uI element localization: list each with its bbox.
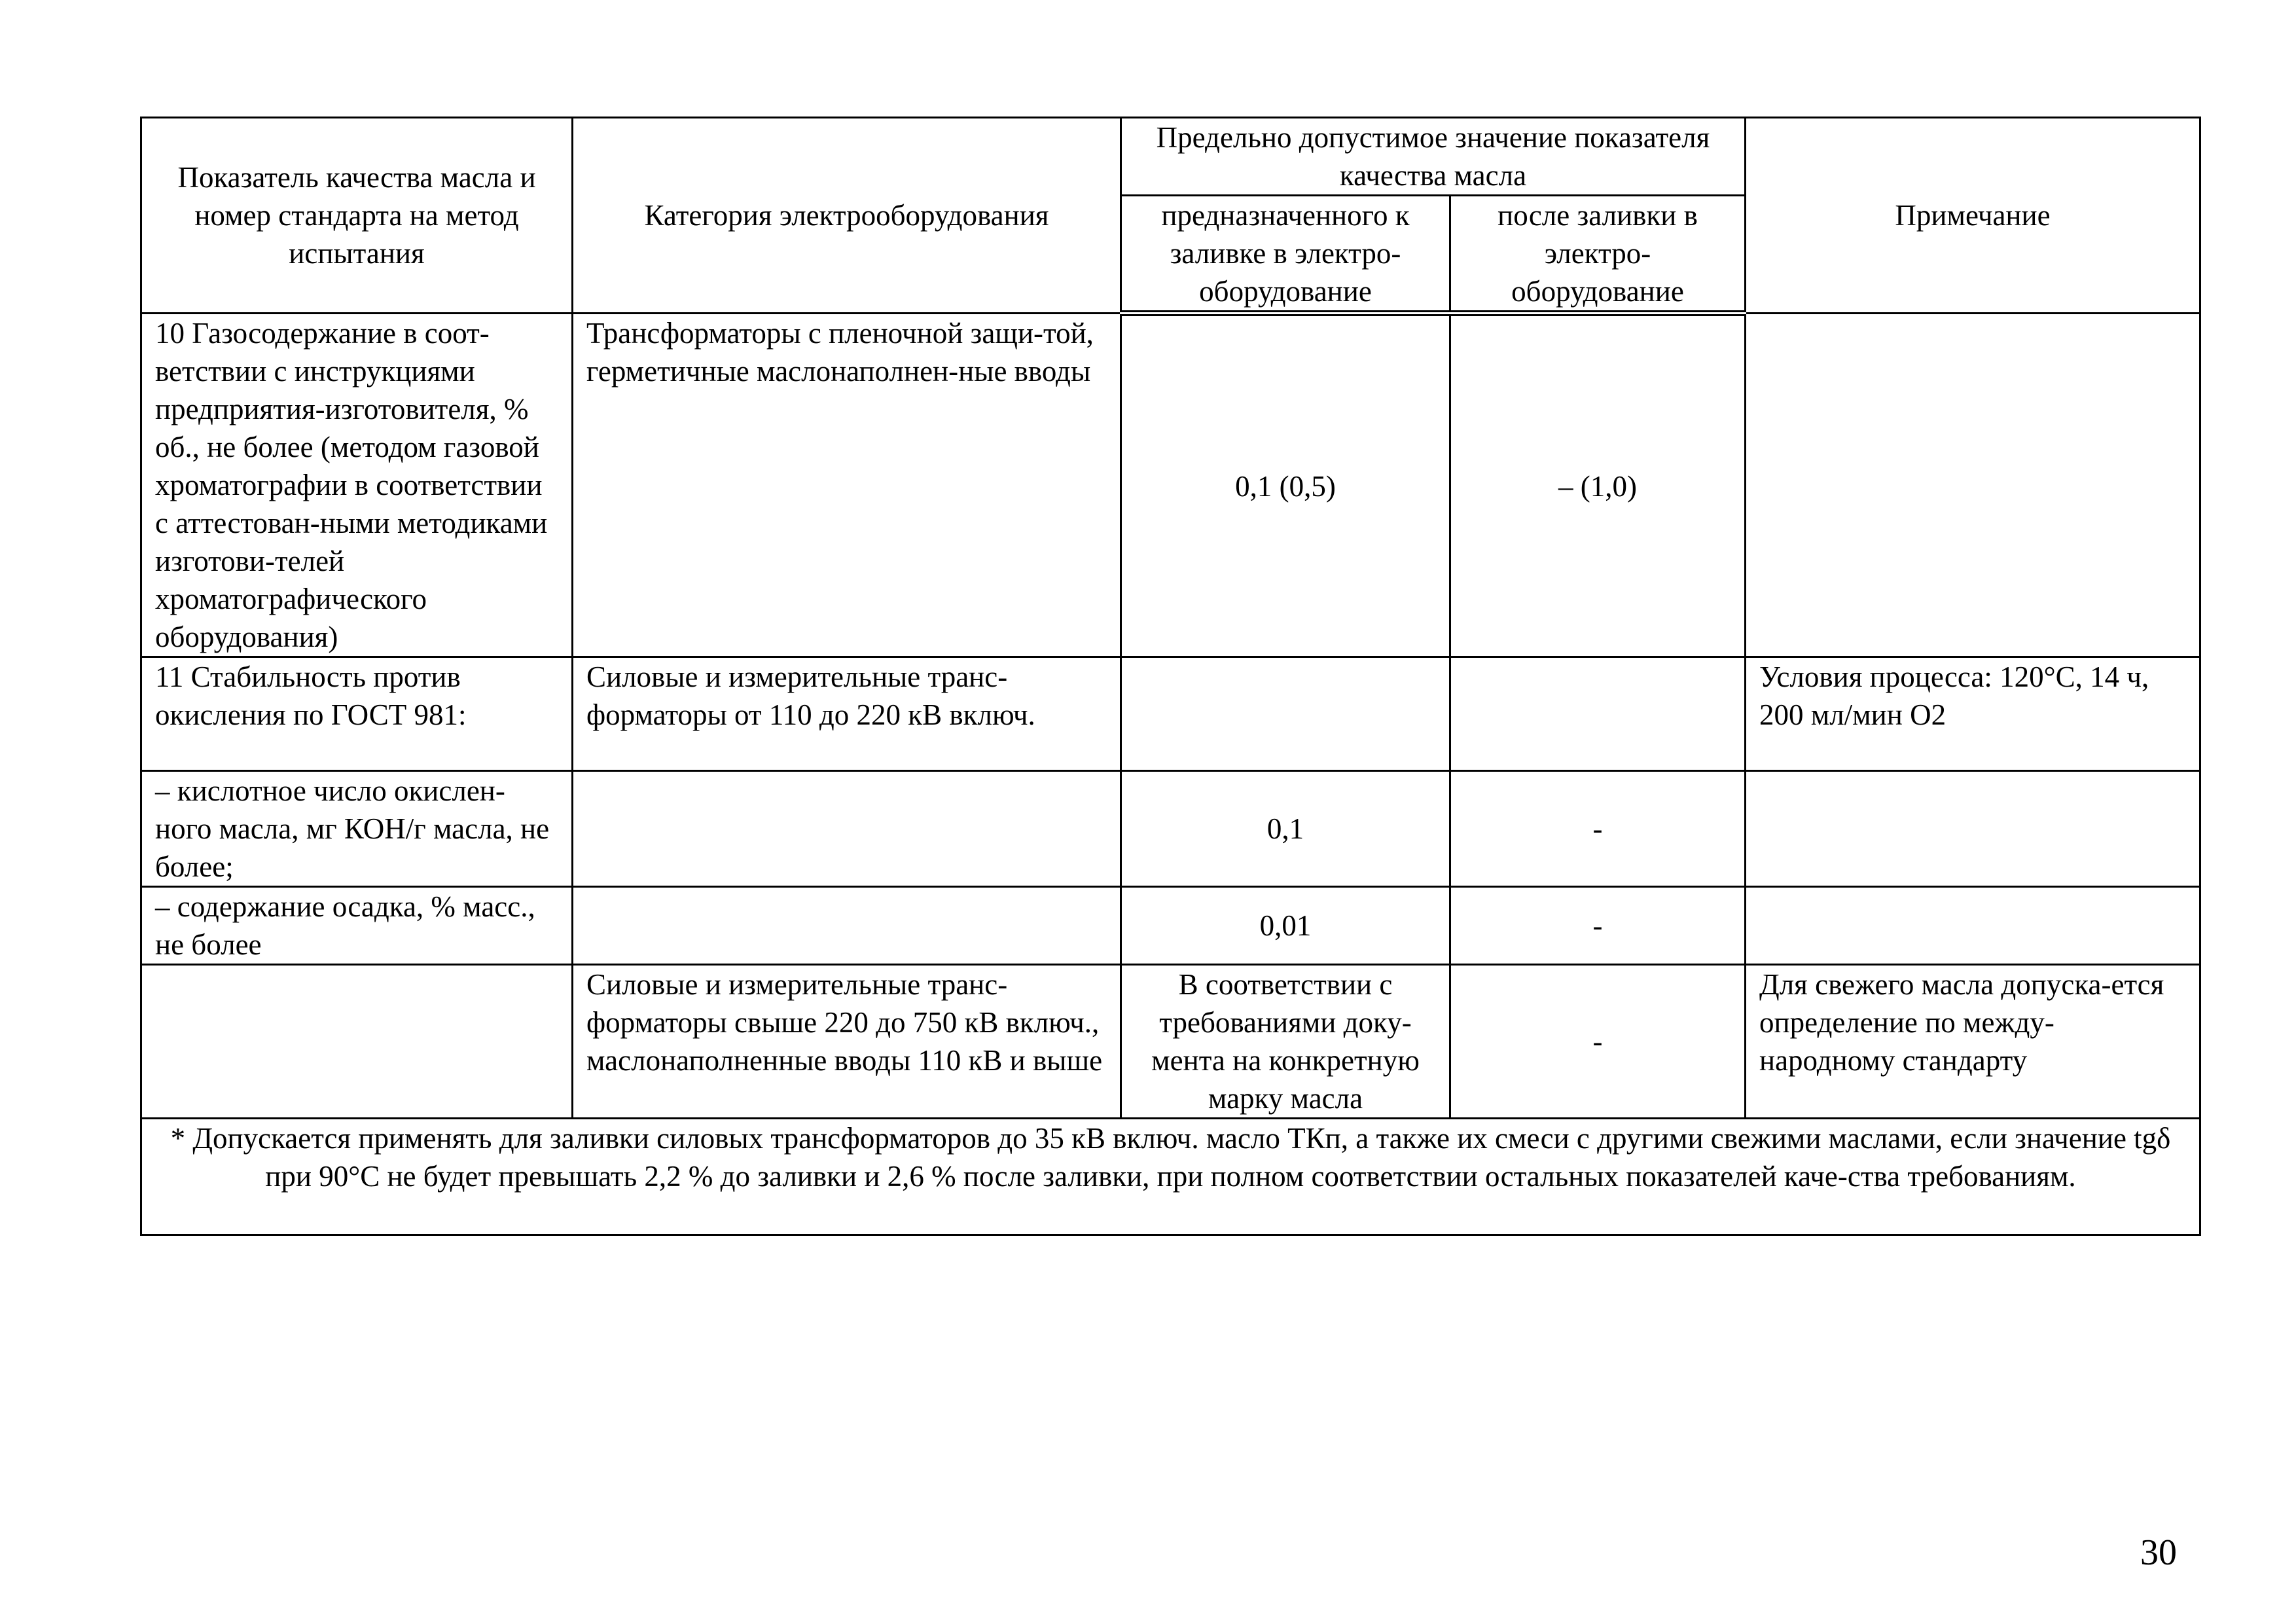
row-indicator: 11 Стабильность против окисления по ГОСТ 981: xyxy=(141,657,573,771)
row-note xyxy=(1746,771,2200,887)
row-note xyxy=(1746,887,2200,965)
row-category: Силовые и измерительные транс-форматоры свыше 220 до 750 кВ включ., маслонаполненные вводы 110 кВ и выше xyxy=(573,965,1121,1119)
table-row xyxy=(141,771,2200,887)
row-before-value: В соответствии с требованиями доку-мента на конкретную марку масла xyxy=(1121,965,1450,1119)
row-indicator: – содержание осадка, % масс., не более xyxy=(141,887,573,965)
table-footnote: * Допускается применять для заливки силовых трансформаторов до 35 кВ включ. масло ТКп, а также их смеси с другими свежими маслами, если значение tgδ при 90°С не будет превышать 2,2 % до заливки и 2,6 % после заливки, при полном соответствии остальных показателей каче-ства требованиям. xyxy=(141,1119,2200,1235)
table-row xyxy=(141,314,2200,657)
table-row xyxy=(141,965,2200,1119)
row-note xyxy=(1746,314,2200,657)
row-note: Для свежего масла допуска-ется определение по между-народному стандарту xyxy=(1746,965,2200,1119)
row-indicator xyxy=(141,965,573,1119)
table-footnote-row xyxy=(141,1119,2200,1235)
header-category: Категория электрооборудования xyxy=(573,118,1121,314)
row-after-value xyxy=(1450,657,1746,771)
row-before-value: 0,1 (0,5) xyxy=(1121,314,1450,657)
row-category: Трансформаторы с пленочной защи-той, герметичные маслонаполнен-ные вводы xyxy=(573,314,1121,657)
page-number: 30 xyxy=(2140,1532,2177,1573)
row-indicator: 10 Газосодержание в соот-ветствии с инструкциями предприятия-изготовителя, % об., не более (методом газовой хроматографии в соответствии с аттестован-ными методиками изготови-телей хроматографического оборудования) xyxy=(141,314,573,657)
row-after-value: - xyxy=(1450,887,1746,965)
row-before-value: 0,01 xyxy=(1121,887,1450,965)
row-before-value: 0,1 xyxy=(1121,771,1450,887)
row-category xyxy=(573,771,1121,887)
header-indicator: Показатель качества масла и номер стандарта на метод испытания xyxy=(141,118,573,314)
header-before-fill: предназначенного к заливке в электро-оборудование xyxy=(1121,196,1450,314)
table-row xyxy=(141,887,2200,965)
row-note: Условия процесса: 120°С, 14 ч, 200 мл/мин О2 xyxy=(1746,657,2200,771)
row-after-value: – (1,0) xyxy=(1450,314,1746,657)
header-limit-group: Предельно допустимое значение показателя качества масла xyxy=(1121,118,1746,196)
row-after-value: - xyxy=(1450,965,1746,1119)
row-after-value: - xyxy=(1450,771,1746,887)
row-category: Силовые и измерительные транс-форматоры от 110 до 220 кВ включ. xyxy=(573,657,1121,771)
table-row xyxy=(141,657,2200,771)
header-note: Примечание xyxy=(1746,118,2200,314)
header-after-fill: после заливки в электро-оборудование xyxy=(1450,196,1746,314)
row-indicator: – кислотное число окислен-ного масла, мг КОН/г масла, не более; xyxy=(141,771,573,887)
row-category xyxy=(573,887,1121,965)
oil-quality-table xyxy=(140,117,2201,1236)
row-before-value xyxy=(1121,657,1450,771)
